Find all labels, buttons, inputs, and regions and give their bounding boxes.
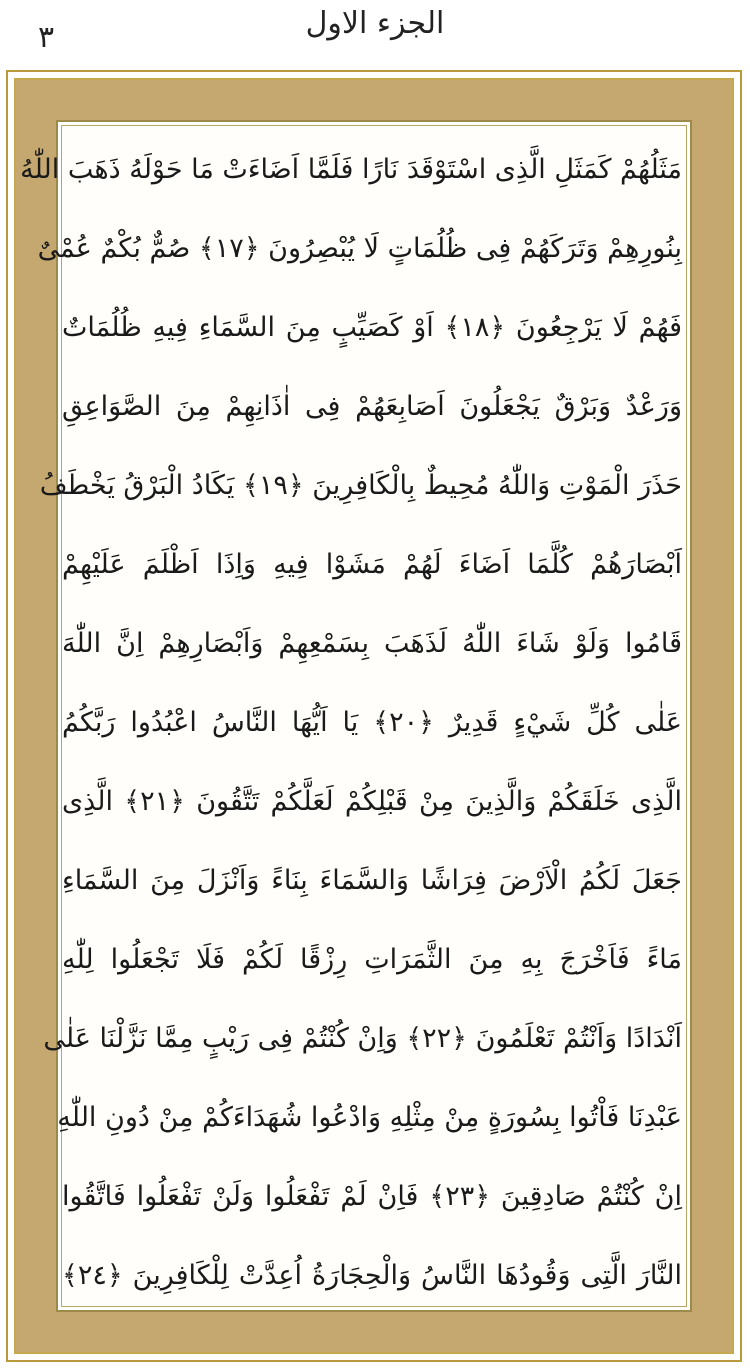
text-line-8: عَلٰى كُلِّ شَيْءٍ قَدِيرٌ ﴿٢٠﴾ يَا اَيُّهَا النَّاسُ اعْبُدُوا رَبَّكُمُ (62, 707, 682, 738)
juz-title: الجزء الاول (305, 6, 445, 41)
text-line-12: اَنْدَادًا وَاَنْتُمْ تَعْلَمُونَ ﴿٢٢﴾ وَاِنْ كُنْتُمْ فِى رَيْبٍ مِمَّا نَزَّلْنَا عَلٰى (43, 1023, 682, 1054)
text-line-14: اِنْ كُنْتُمْ صَادِقِينَ ﴿٢٣﴾ فَاِنْ لَمْ تَفْعَلُوا وَلَنْ تَفْعَلُوا فَاتَّقُوا (62, 1181, 682, 1212)
text-line-6: اَبْصَارَهُمْ كُلَّمَا اَضَاءَ لَهُمْ مَشَوْا فِيهِ وَاِذَا اَظْلَمَ عَلَيْهِمْ (62, 549, 682, 580)
text-line-7: قَامُوا وَلَوْ شَاءَ اللّٰهُ لَذَهَبَ بِسَمْعِهِمْ وَاَبْصَارِهِمْ اِنَّ اللّٰهَ (62, 628, 682, 659)
text-line-1: مَثَلُهُمْ كَمَثَلِ الَّذِى اسْتَوْقَدَ نَارًا فَلَمَّا اَضَاءَتْ مَا حَوْلَهُ ذَهَبَ اللّٰهُ (20, 154, 682, 185)
text-line-11: مَاءً فَاَخْرَجَ بِهِ مِنَ الثَّمَرَاتِ رِزْقًا لَكُمْ فَلَا تَجْعَلُوا لِلّٰهِ (62, 944, 682, 975)
text-line-15: النَّارَ الَّتِى وَقُودُهَا النَّاسُ وَالْحِجَارَةُ اُعِدَّتْ لِلْكَافِرِينَ ﴿٢٤﴾ (62, 1260, 682, 1291)
text-line-2: بِنُورِهِمْ وَتَرَكَهُمْ فِى ظُلُمَاتٍ لَا يُبْصِرُونَ ﴿١٧﴾ صُمٌّ بُكْمٌ عُمْىٌ (37, 233, 682, 264)
page-frame (6, 70, 742, 1362)
verse-text-area (20, 120, 682, 1320)
text-line-3: فَهُمْ لَا يَرْجِعُونَ ﴿١٨﴾ اَوْ كَصَيِّبٍ مِنَ السَّمَاءِ فِيهِ ظُلُمَاتٌ (62, 312, 682, 343)
text-line-9: الَّذِى خَلَقَكُمْ وَالَّذِينَ مِنْ قَبْلِكُمْ لَعَلَّكُمْ تَتَّقُونَ ﴿٢١﴾ الَّذِى (62, 786, 682, 817)
text-line-4: وَرَعْدٌ وَبَرْقٌ يَجْعَلُونَ اَصَابِعَهُمْ فِى اٰذَانِهِمْ مِنَ الصَّوَاعِقِ (62, 391, 682, 422)
text-line-5: حَذَرَ الْمَوْتِ وَاللّٰهُ مُحِيطٌ بِالْكَافِرِينَ ﴿١٩﴾ يَكَادُ الْبَرْقُ يَخْطَفُ (39, 470, 682, 501)
text-line-13: عَبْدِنَا فَاْتُوا بِسُورَةٍ مِنْ مِثْلِهِ وَادْعُوا شُهَدَاءَكُمْ مِنْ دُونِ اللّٰهِ (57, 1102, 682, 1133)
page-number: ٣ (38, 20, 55, 55)
text-line-10: جَعَلَ لَكُمُ الْاَرْضَ فِرَاشًا وَالسَّمَاءَ بِنَاءً وَاَنْزَلَ مِنَ السَّمَاءِ (62, 865, 682, 896)
page-header (0, 0, 750, 66)
